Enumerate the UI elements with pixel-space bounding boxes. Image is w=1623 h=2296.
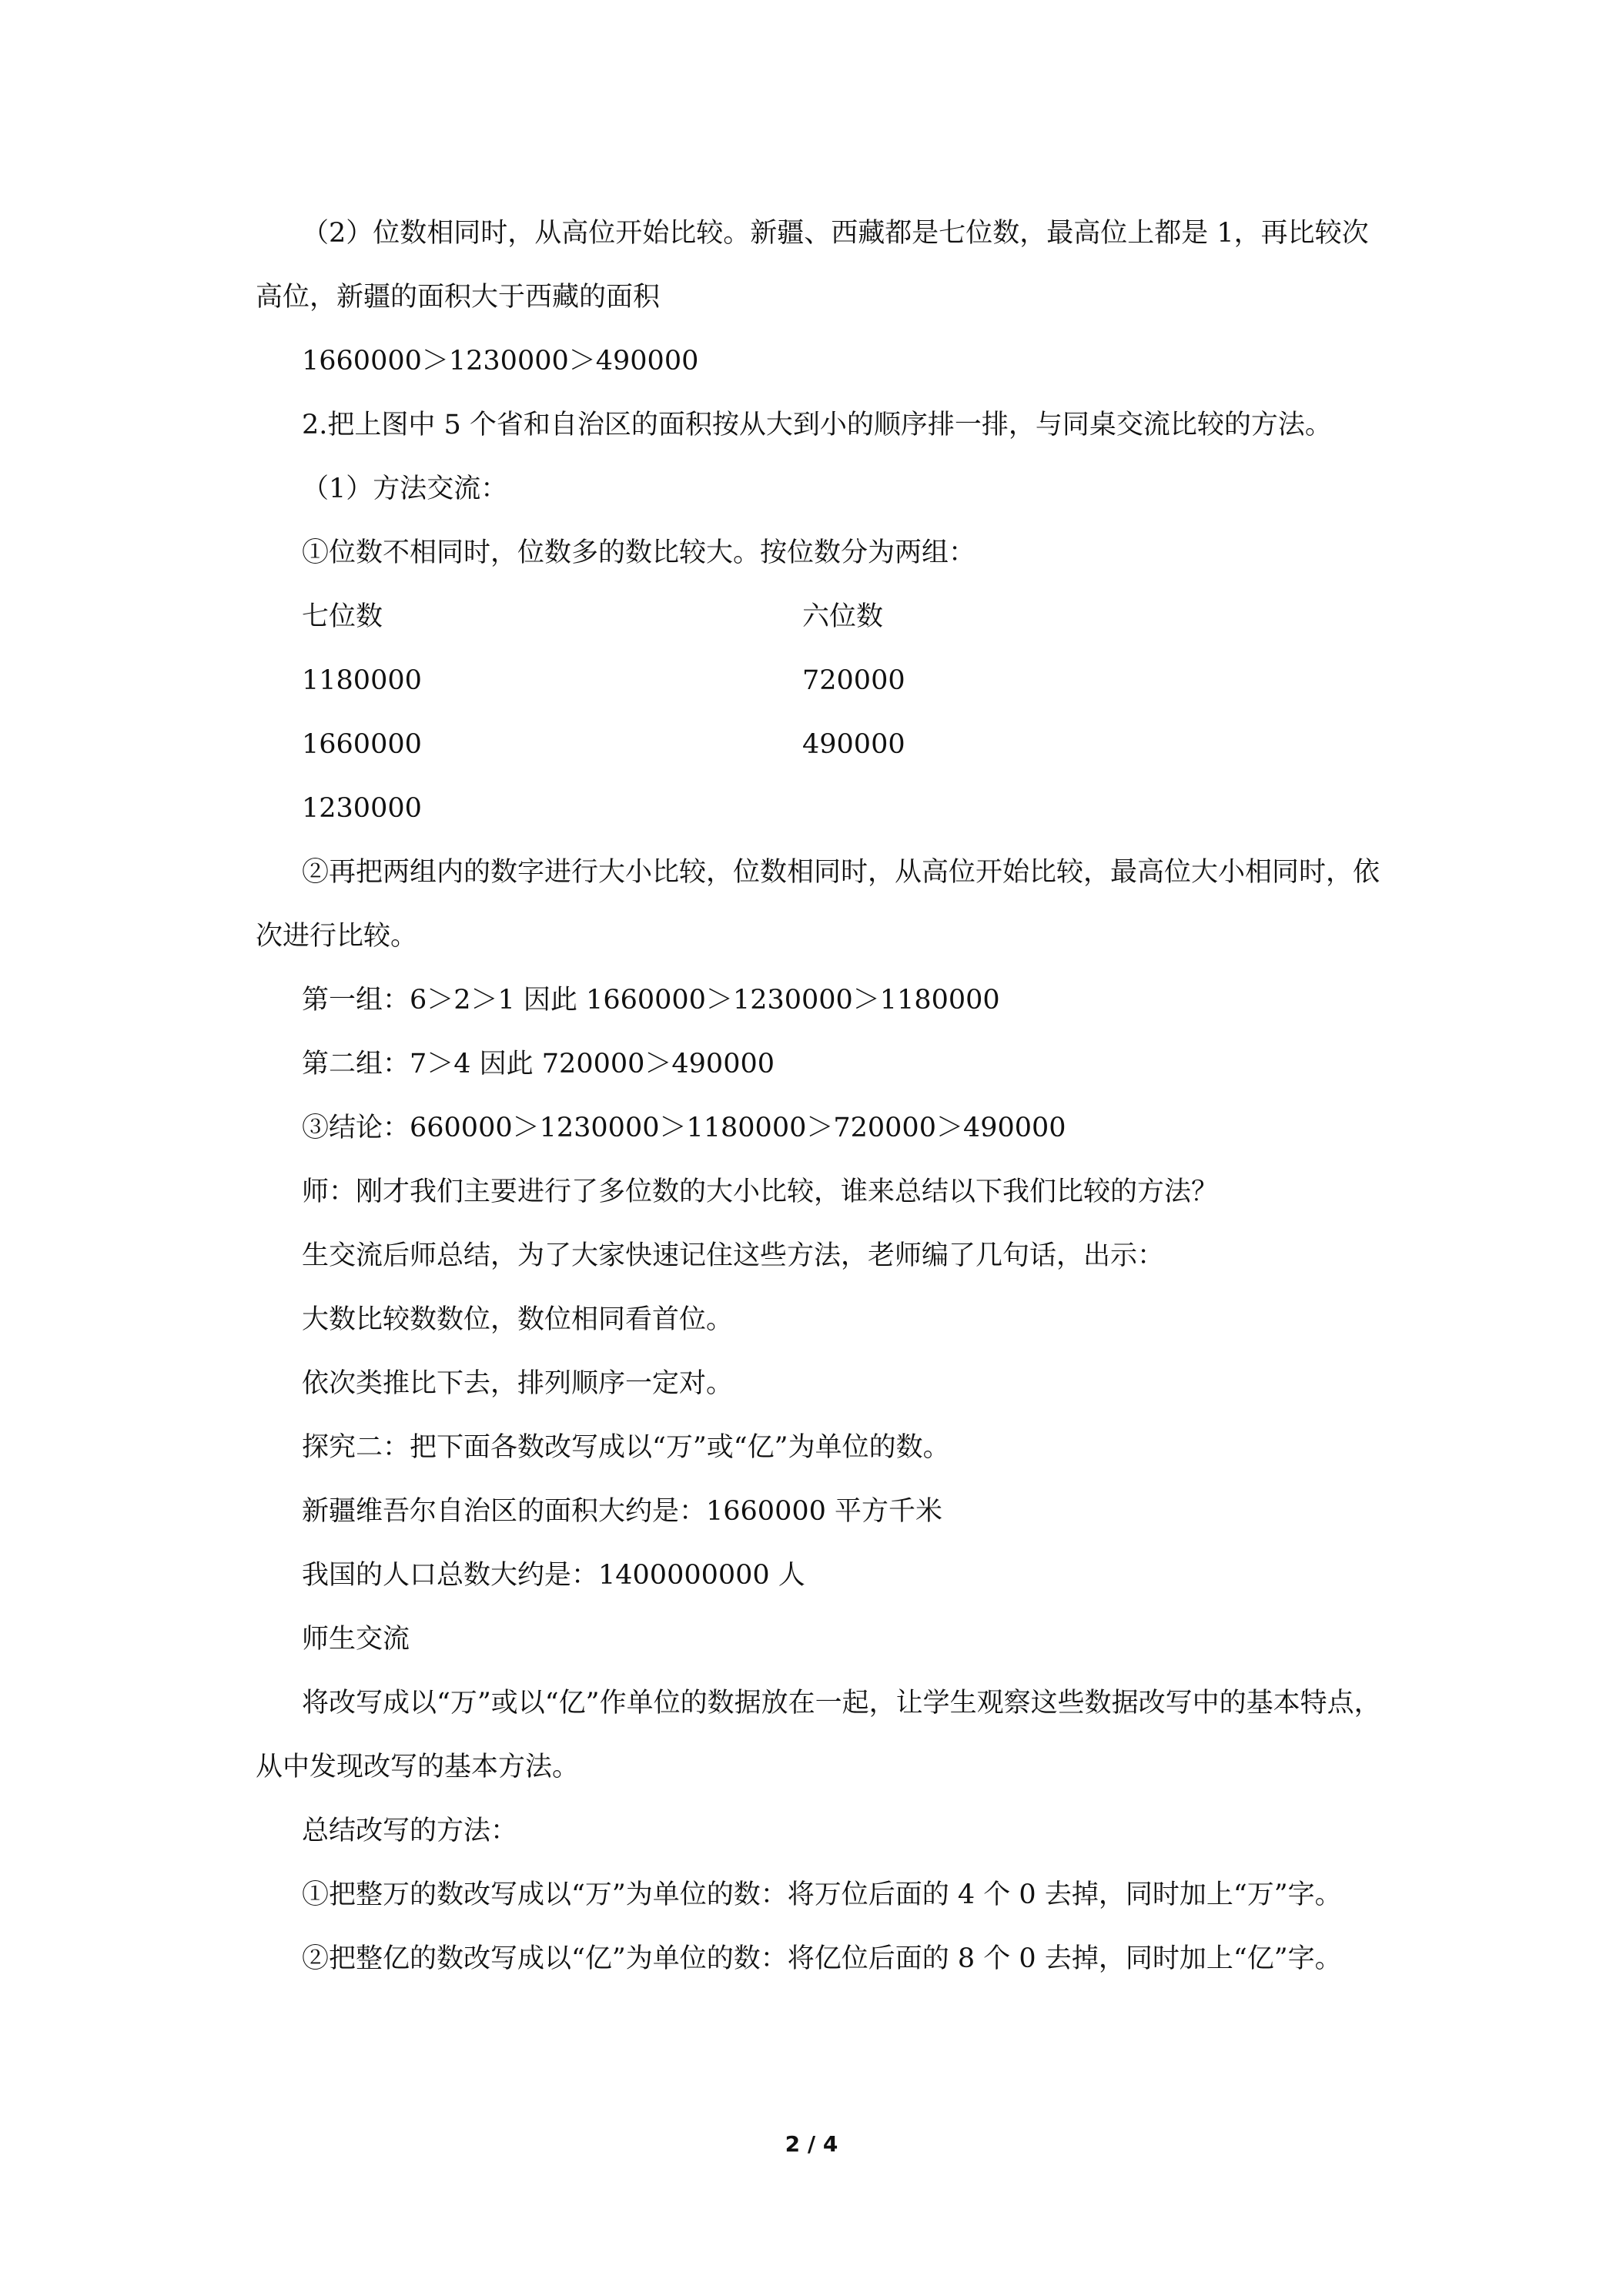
digit-group-table xyxy=(302,585,1389,841)
paragraph: 生交流后师总结，为了大家快速记住这些方法，老师编了几句话，出示： xyxy=(302,1240,1165,1271)
paragraph: 总结改写的方法： xyxy=(302,1816,518,1846)
paragraph: ①把整万的数改写成以“万”为单位的数：将万位后面的 4 个 0 去掉，同时加上“万”字。 xyxy=(302,1879,1342,1910)
paragraph: 新疆维吾尔自治区的面积大约是：1660000 平方千米 xyxy=(302,1496,943,1527)
table-cell: 1230000 xyxy=(302,793,422,824)
paragraph: 第一组：6＞2＞1 因此 1660000＞1230000＞1180000 xyxy=(302,985,1000,1016)
paragraph: （1）方法交流： xyxy=(302,474,508,504)
paragraph: ①位数不相同时，位数多的数比较大。按位数分为两组： xyxy=(302,537,976,568)
paragraph: 探究二：把下面各数改写成以“万”或“亿”为单位的数。 xyxy=(302,1432,950,1463)
document-body xyxy=(256,202,1389,1991)
paragraph: ②再把两组内的数字进行大小比较，位数相同时，从高位开始比较，最高位大小相同时，依次进行比较。 xyxy=(256,857,1380,952)
page-number: 2 / 4 xyxy=(785,2131,838,2157)
table-cell: 490000 xyxy=(802,729,905,760)
paragraph: 大数比较数数位，数位相同看首位。 xyxy=(302,1304,734,1335)
paragraph: 第二组：7＞4 因此 720000＞490000 xyxy=(302,1049,775,1079)
six-digit-column xyxy=(802,585,1341,841)
column-header: 六位数 xyxy=(802,601,884,632)
paragraph: 2.把上图中 5 个省和自治区的面积按从大到小的顺序排一排，与同桌交流比较的方法。 xyxy=(302,410,1332,440)
paragraph: 师生交流 xyxy=(302,1624,410,1655)
paragraph: ②把整亿的数改写成以“亿”为单位的数：将亿位后面的 8 个 0 去掉，同时加上“亿”字。 xyxy=(302,1943,1342,1974)
paragraph: （2）位数相同时，从高位开始比较。新疆、西藏都是七位数，最高位上都是 1，再比较次高位，新疆的面积大于西藏的面积 xyxy=(256,218,1369,313)
paragraph: 师：刚才我们主要进行了多位数的大小比较，谁来总结以下我们比较的方法？ xyxy=(302,1176,1219,1207)
column-header: 七位数 xyxy=(302,601,383,632)
table-cell: 720000 xyxy=(802,665,905,696)
paragraph: 我国的人口总数大约是：1400000000 人 xyxy=(302,1560,805,1591)
table-cell: 1660000 xyxy=(302,729,422,760)
paragraph: 依次类推比下去，排列顺序一定对。 xyxy=(302,1368,734,1399)
paragraph: 1660000＞1230000＞490000 xyxy=(302,346,699,377)
paragraph: ③结论：660000＞1230000＞1180000＞720000＞490000 xyxy=(302,1113,1066,1143)
paragraph: 将改写成以“万”或以“亿”作单位的数据放在一起，让学生观察这些数据改写中的基本特点，从中发现改写的基本方法。 xyxy=(256,1688,1381,1782)
table-cell: 1180000 xyxy=(302,665,422,696)
seven-digit-column xyxy=(302,585,802,841)
